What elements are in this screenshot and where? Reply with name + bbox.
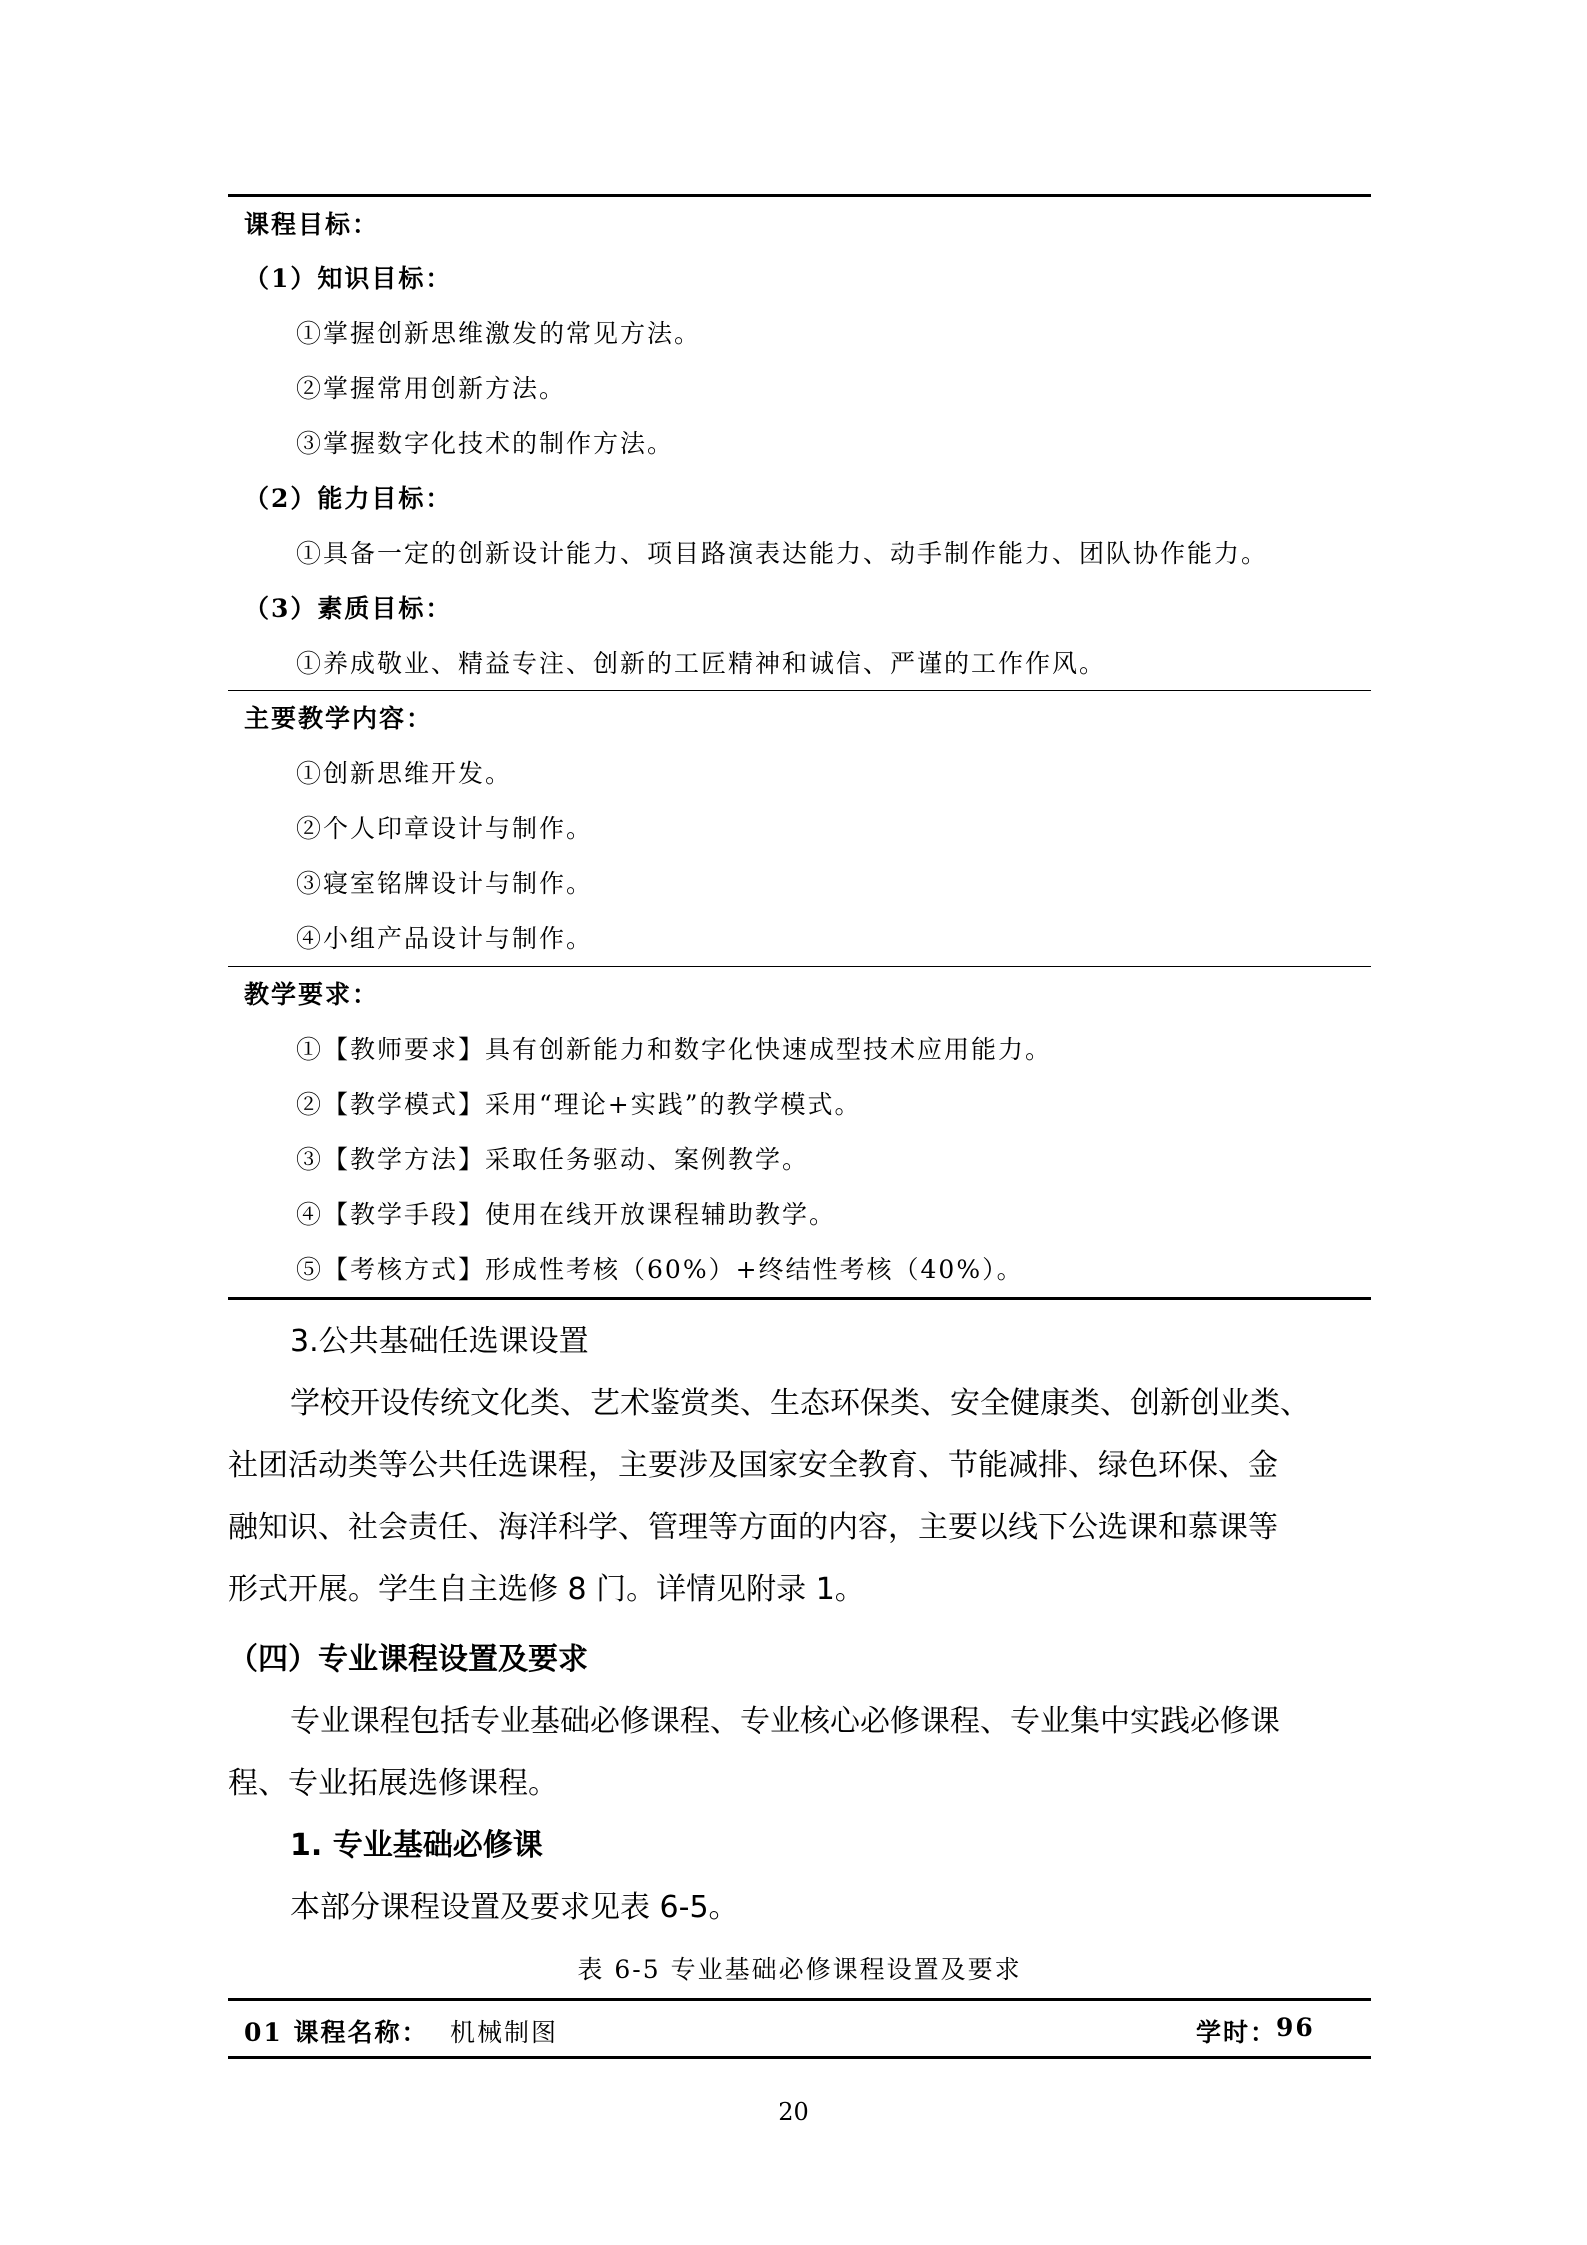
section-3-paragraph-line: 形式开展。学生自主选修 8 门。详情见附录 1。 (228, 1572, 865, 1607)
section-3 (228, 1300, 1371, 1620)
section-4-heading: （四）专业课程设置及要求 (228, 1642, 588, 1677)
course-name-label: 01 课程名称： (244, 2018, 429, 2047)
course-row (228, 2001, 1371, 2056)
content-item: ①创新思维开发。 (296, 759, 513, 788)
requirement-item: ②【教学模式】采用“理论+实践”的教学模式。 (296, 1090, 862, 1119)
section-3-paragraph-line: 融知识、社会责任、海洋科学、管理等方面的内容，主要以线下公选课和慕课等 (228, 1510, 1278, 1545)
content-cell (228, 691, 1371, 966)
section-4-sub-paragraph: 本部分课程设置及要求见表 6-5。 (290, 1890, 739, 1925)
section-4-subheading: 1. 专业基础必修课 (290, 1828, 543, 1863)
objectives-cell (228, 197, 1371, 689)
requirement-item: ③【教学方法】采取任务驱动、案例教学。 (296, 1145, 810, 1174)
table-caption: 表 6-5 专业基础必修课程设置及要求 (577, 1955, 1022, 1984)
section-4-paragraph-line: 程、专业拓展选修课程。 (228, 1766, 558, 1801)
ability-item: ①具备一定的创新设计能力、项目路演表达能力、动手制作能力、团队协作能力。 (296, 539, 1269, 568)
knowledge-title: （1）知识目标： (244, 264, 453, 293)
requirements-title: 教学要求： (244, 980, 380, 1009)
requirement-item: ④【教学手段】使用在线开放课程辅助教学。 (296, 1200, 837, 1229)
section-3-paragraph-line: 社团活动类等公共任选课程，主要涉及国家安全教育、节能减排、绿色环保、金 (228, 1448, 1278, 1483)
objectives-title: 课程目标： (244, 210, 380, 239)
knowledge-item: ③掌握数字化技术的制作方法。 (296, 429, 675, 458)
knowledge-item: ②掌握常用创新方法。 (296, 374, 567, 403)
course-name: 机械制图 (450, 2018, 559, 2047)
section-3-paragraph-line: 学校开设传统文化类、艺术鉴赏类、生态环保类、安全健康类、创新创业类、 (290, 1386, 1310, 1421)
quality-title: （3）素质目标： (244, 594, 453, 623)
knowledge-item: ①掌握创新思维激发的常见方法。 (296, 319, 702, 348)
quality-item: ①养成敬业、精益专注、创新的工匠精神和诚信、严谨的工作作风。 (296, 649, 1107, 678)
section-4-paragraph-line: 专业课程包括专业基础必修课程、专业核心必修课程、专业集中实践必修课 (290, 1704, 1280, 1739)
content-item: ②个人印章设计与制作。 (296, 814, 594, 843)
content-item: ③寝室铭牌设计与制作。 (296, 869, 594, 898)
content-title: 主要教学内容： (244, 704, 434, 733)
course-hours-value: 96 (1276, 2013, 1315, 2042)
section-3-heading: 3.公共基础任选课设置 (290, 1324, 589, 1359)
requirements-cell (228, 967, 1371, 1297)
section-4 (228, 1618, 1371, 1928)
ability-title: （2）能力目标： (244, 484, 453, 513)
course-hours-label: 学时： (1196, 2018, 1278, 2047)
page-number: 20 (778, 2098, 809, 2126)
course-table-bottom-rule (228, 2056, 1371, 2059)
requirement-item: ①【教师要求】具有创新能力和数字化快速成型技术应用能力。 (296, 1035, 1053, 1064)
requirement-item: ⑤【考核方式】形成性考核（60%）+终结性考核（40%）。 (296, 1255, 1024, 1284)
content-item: ④小组产品设计与制作。 (296, 924, 594, 953)
